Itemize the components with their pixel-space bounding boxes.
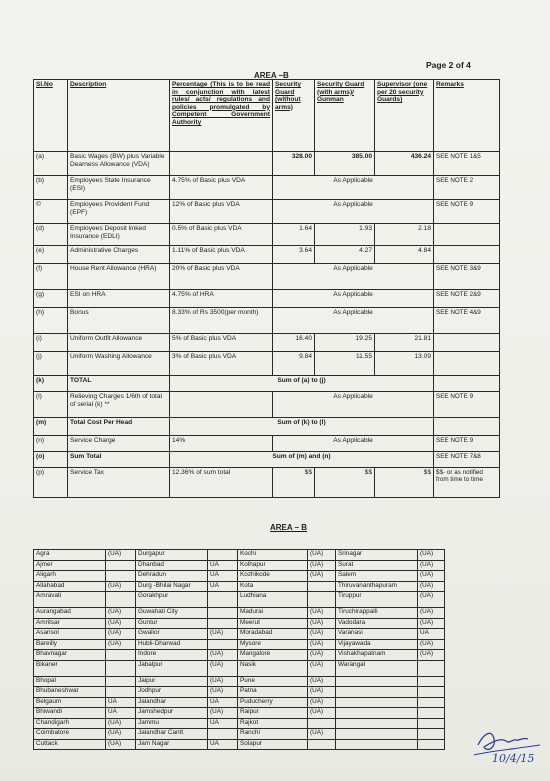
cell-guard-without-arms: $$ (273, 468, 315, 498)
cell-description: TOTAL (68, 376, 170, 392)
cell-ua-flag (418, 687, 445, 698)
cell-ua-flag: (UA) (208, 687, 238, 698)
cell-as-applicable: As Applicable (273, 392, 434, 418)
cell-ua-flag: (UA) (308, 729, 336, 740)
area-title-top: AREA –B (254, 71, 289, 80)
cell-ua-flag: UA (418, 629, 445, 640)
cell-city: Cuttack (34, 739, 106, 750)
cell-remarks (434, 418, 500, 436)
city-row (34, 550, 445, 561)
cell-city: Aligarh (34, 571, 106, 582)
cell-slno: (o) (34, 452, 68, 468)
cell-city: Ajmer (34, 560, 106, 571)
cell-description: ESI on HRA (68, 290, 170, 308)
city-row (34, 618, 445, 629)
cell-ua-flag: (UA) (308, 618, 336, 629)
cell-slno: © (34, 200, 68, 224)
cell-city: Aurangabad (34, 608, 106, 619)
cities-table (33, 549, 445, 750)
cell-city: Thiruvananthapuram (336, 581, 418, 592)
cell-ua-flag: (UA) (106, 608, 136, 619)
cell-supervisor: 2.18 (375, 224, 434, 246)
cell-ua-flag: (UA) (308, 629, 336, 640)
table-row (34, 152, 500, 176)
cell-ua-flag: UA (106, 697, 136, 708)
cell-city: Rajkot (238, 718, 308, 729)
cell-description: Employees Provident Fund (EPF) (68, 200, 170, 224)
cell-city: Allahabad (34, 581, 106, 592)
handwritten-signature (470, 715, 550, 765)
cell-ua-flag (208, 592, 238, 608)
cell-ua-flag: (UA) (308, 550, 336, 561)
cell-ua-flag: (UA) (208, 676, 238, 687)
cell-sum-formula: Sum of (k) to (l) (170, 418, 434, 436)
city-row (34, 739, 445, 750)
cell-ua-flag (106, 660, 136, 676)
cell-city: Jalandhar (136, 697, 208, 708)
cell-description: Administrative Charges (68, 246, 170, 264)
city-row (34, 560, 445, 571)
cell-city: Durgapur (136, 550, 208, 561)
cell-city (336, 739, 418, 750)
cell-city: Dehradun (136, 571, 208, 582)
cell-ua-flag: (UA) (208, 650, 238, 661)
cell-city: Vishakhapatnam (336, 650, 418, 661)
table-row (34, 436, 500, 452)
cell-city: Jam Nagar (136, 739, 208, 750)
cell-city: Ranchi (238, 729, 308, 740)
cell-ua-flag: (UA) (308, 571, 336, 582)
cell-ua-flag: (UA) (106, 718, 136, 729)
cell-ua-flag: UA (106, 708, 136, 719)
cell-ua-flag: UA (208, 697, 238, 708)
city-row (34, 697, 445, 708)
cell-remarks: $$- or as notified from time to time (434, 468, 500, 498)
cell-city: Durg -Bhilai Nagar (136, 581, 208, 592)
cell-percentage (170, 392, 273, 418)
cell-city: Bhiwandi (34, 708, 106, 719)
cell-remarks: SEE NOTE 9 (434, 200, 500, 224)
wage-table-header (34, 80, 500, 152)
cell-slno: (a) (34, 152, 68, 176)
cell-guard-with-arms: $$ (315, 468, 375, 498)
cell-sum-formula: Sum of (a) to (j) (170, 376, 434, 392)
cell-slno: (k) (34, 376, 68, 392)
cell-as-applicable: As Applicable (273, 308, 434, 334)
cell-ua-flag: (UA) (418, 550, 445, 561)
cell-ua-flag: (UA) (106, 729, 136, 740)
cell-description: Service Tax (68, 468, 170, 498)
cell-ua-flag: UA (208, 739, 238, 750)
cell-remarks: SEE NOTE 3&9 (434, 264, 500, 290)
cell-description: Relieving Charges 1/6th of total of serial (k) ** (68, 392, 170, 418)
cell-percentage: 4.75% of HRA (170, 290, 273, 308)
table-row (34, 392, 500, 418)
cell-ua-flag: (UA) (208, 708, 238, 719)
cell-remarks: SEE NOTE 2&9 (434, 290, 500, 308)
cell-city: Srinagar (336, 550, 418, 561)
cell-ua-flag (308, 592, 336, 608)
cell-city: Jamshedpur (136, 708, 208, 719)
cell-city: Ludhiana (238, 592, 308, 608)
cell-city: Bhubaneshwar (34, 687, 106, 698)
city-row (34, 687, 445, 698)
cell-city: Belgaum (34, 697, 106, 708)
cell-ua-flag: (UA) (308, 708, 336, 719)
cell-city (336, 718, 418, 729)
cell-ua-flag: (UA) (308, 676, 336, 687)
cell-slno: (j) (34, 352, 68, 376)
cell-ua-flag (106, 560, 136, 571)
col-header-remarks: Remarks (434, 80, 500, 152)
cell-ua-flag: (UA) (106, 550, 136, 561)
cell-city: Hubli-Dharwad (136, 639, 208, 650)
cell-remarks (434, 334, 500, 352)
cell-city: Bikaner (34, 660, 106, 676)
col-header-percentage: Percentage (This is to be read in conjunction with latest rules/ acts/ regulations and policies promulgated by Competent Government Authority (170, 80, 273, 152)
cell-percentage: 12.36% of sum total (170, 468, 273, 498)
cell-city: Pune (238, 676, 308, 687)
cell-ua-flag (106, 571, 136, 582)
cell-guard-with-arms: 1.93 (315, 224, 375, 246)
cell-remarks (434, 376, 500, 392)
cell-city: Mangalore (238, 650, 308, 661)
cell-ua-flag: (UA) (308, 697, 336, 708)
cell-ua-flag: (UA) (418, 560, 445, 571)
cell-percentage: 14% (170, 436, 273, 452)
cell-description: Uniform Washing Allowance (68, 352, 170, 376)
cell-as-applicable: As Applicable (273, 264, 434, 290)
cell-guard-with-arms: 19.25 (315, 334, 375, 352)
cell-supervisor: 21.81 (375, 334, 434, 352)
city-row (34, 571, 445, 582)
cell-percentage: 1.11% of Basic plus VDA (170, 246, 273, 264)
cell-ua-flag: UA (208, 718, 238, 729)
cell-percentage (170, 152, 273, 176)
table-row (34, 246, 500, 264)
cell-city (336, 708, 418, 719)
cell-city: Coimbatore (34, 729, 106, 740)
cell-city: Kolhapur (238, 560, 308, 571)
cell-slno: (f) (34, 264, 68, 290)
cell-ua-flag: (UA) (106, 639, 136, 650)
cell-city: Gwalior (136, 629, 208, 640)
cell-guard-without-arms: 3.64 (273, 246, 315, 264)
cell-city: Jaipur (136, 676, 208, 687)
cell-ua-flag: (UA) (106, 618, 136, 629)
cell-slno: (i) (34, 334, 68, 352)
cell-as-applicable: As Applicable (273, 290, 434, 308)
cell-ua-flag (106, 687, 136, 698)
cell-city (336, 687, 418, 698)
cell-ua-flag: (UA) (308, 560, 336, 571)
cell-ua-flag: (UA) (418, 571, 445, 582)
city-row (34, 708, 445, 719)
cell-supervisor: 13.09 (375, 352, 434, 376)
cell-ua-flag: (UA) (418, 639, 445, 650)
col-header-guard-with-arms: Security Guard (with arms)/ Gunman (315, 80, 375, 152)
cell-remarks (434, 246, 500, 264)
cell-ua-flag (418, 739, 445, 750)
cell-description: Employees Deposit linked Insurance (EDLI) (68, 224, 170, 246)
cell-remarks (434, 224, 500, 246)
cell-slno: (p) (34, 468, 68, 498)
cell-city: Indore (136, 650, 208, 661)
cell-city: Chandigarh (34, 718, 106, 729)
cell-percentage: 12% of Basic plus VDA (170, 200, 273, 224)
cell-city (336, 697, 418, 708)
cell-ua-flag (106, 592, 136, 608)
cell-city: Raipur (238, 708, 308, 719)
cell-city: Salem (336, 571, 418, 582)
cell-city: Surat (336, 560, 418, 571)
table-row (34, 468, 500, 498)
cell-city: Madurai (238, 608, 308, 619)
cell-supervisor: 436.24 (375, 152, 434, 176)
city-row (34, 676, 445, 687)
cell-remarks: SEE NOTE 9 (434, 392, 500, 418)
cell-guard-with-arms: 385.00 (315, 152, 375, 176)
table-row (34, 308, 500, 334)
area-title-bottom: AREA – B (270, 523, 308, 532)
table-row (34, 376, 500, 392)
cell-description: Basic Wages (BW) plus Variable Dearness Allowance (VDA) (68, 152, 170, 176)
cell-ua-flag: (UA) (418, 581, 445, 592)
cell-city: Kochi (238, 550, 308, 561)
cell-percentage: 20% of Basic plus VDA (170, 264, 273, 290)
cell-ua-flag (418, 729, 445, 740)
table-row (34, 352, 500, 376)
cell-city (336, 676, 418, 687)
svg-text:10/4/15: 10/4/15 (492, 752, 535, 765)
cell-city: Jalandhar Cantt (136, 729, 208, 740)
cell-city: Varanasi (336, 629, 418, 640)
cell-remarks: SEE NOTE 2 (434, 176, 500, 200)
cell-city: Bhavnagar (34, 650, 106, 661)
cell-ua-flag: UA (208, 581, 238, 592)
col-header-supervisor: Supervisor (one per 20 security Guards) (375, 80, 434, 152)
city-row (34, 629, 445, 640)
table-row (34, 224, 500, 246)
cell-city: Vadodara (336, 618, 418, 629)
cell-remarks: SEE NOTE 4&9 (434, 308, 500, 334)
wage-table (33, 79, 500, 498)
cell-city: Bareilly (34, 639, 106, 650)
cell-city: Moradabad (238, 629, 308, 640)
cell-guard-with-arms: 4.27 (315, 246, 375, 264)
cell-city: Tiruchirappalli (336, 608, 418, 619)
cell-guard-without-arms: 1.64 (273, 224, 315, 246)
cell-city: Solapur (238, 739, 308, 750)
cell-city: Jabalpur (136, 660, 208, 676)
city-row (34, 592, 445, 608)
city-row (34, 650, 445, 661)
cell-slno: (m) (34, 418, 68, 436)
cell-city: Patna (238, 687, 308, 698)
cell-slno: (d) (34, 224, 68, 246)
cell-city: Kota (238, 581, 308, 592)
cell-ua-flag: (UA) (106, 581, 136, 592)
cell-city: Puducherry (238, 697, 308, 708)
cell-city: Vijayawada (336, 639, 418, 650)
table-row (34, 176, 500, 200)
city-row (34, 639, 445, 650)
cell-percentage: 4.75% of Basic plus VDA (170, 176, 273, 200)
cell-ua-flag: (UA) (418, 592, 445, 608)
cell-ua-flag (106, 650, 136, 661)
cell-city: Agra (34, 550, 106, 561)
cell-ua-flag (208, 618, 238, 629)
cell-ua-flag: (UA) (208, 660, 238, 676)
cell-ua-flag: (UA) (208, 629, 238, 640)
cell-remarks: SEE NOTE 9 (434, 436, 500, 452)
cell-ua-flag: UA (208, 571, 238, 582)
cell-ua-flag (208, 550, 238, 561)
city-row (34, 581, 445, 592)
cell-city: Amritsar (34, 618, 106, 629)
cell-slno: (l) (34, 392, 68, 418)
table-row (34, 200, 500, 224)
cell-ua-flag: (UA) (418, 608, 445, 619)
cell-city: Meerut (238, 618, 308, 629)
table-row (34, 418, 500, 436)
cell-city: Guntur (136, 618, 208, 629)
cell-ua-flag: (UA) (308, 687, 336, 698)
cell-ua-flag (208, 608, 238, 619)
cell-description: Bonus (68, 308, 170, 334)
cell-as-applicable: As Applicable (273, 176, 434, 200)
cell-city (336, 729, 418, 740)
cell-city: Jodhpur (136, 687, 208, 698)
cell-ua-flag: (UA) (106, 629, 136, 640)
table-row (34, 264, 500, 290)
table-row (34, 334, 500, 352)
cell-ua-flag (106, 676, 136, 687)
cell-ua-flag: UA (208, 560, 238, 571)
cell-supervisor: $$ (375, 468, 434, 498)
cell-ua-flag: (UA) (106, 739, 136, 750)
cell-ua-flag: (UA) (308, 639, 336, 650)
cell-percentage: 0.5% of Basic plus VDA (170, 224, 273, 246)
cell-description: Sum Total (68, 452, 170, 468)
cell-city: Bhopal (34, 676, 106, 687)
cell-city: Asansol (34, 629, 106, 640)
cell-as-applicable: As Applicable (273, 200, 434, 224)
cell-description: Total Cost Per Head (68, 418, 170, 436)
city-row (34, 718, 445, 729)
cell-guard-without-arms: 16.40 (273, 334, 315, 352)
cell-slno: (g) (34, 290, 68, 308)
cell-guard-without-arms: 9.84 (273, 352, 315, 376)
table-row (34, 290, 500, 308)
cell-description: Uniform Outfit Allowance (68, 334, 170, 352)
cell-city: Jammu (136, 718, 208, 729)
col-header-slno: Sl.No (34, 80, 68, 152)
page-number: Page 2 of 4 (426, 60, 471, 70)
cell-city: Dhanbad (136, 560, 208, 571)
cell-supervisor: 4.84 (375, 246, 434, 264)
cell-city: Kozhikode (238, 571, 308, 582)
cell-ua-flag: (UA) (308, 660, 336, 676)
cell-ua-flag (308, 718, 336, 729)
cell-guard-without-arms: 328.00 (273, 152, 315, 176)
col-header-description: Description (68, 80, 170, 152)
cell-ua-flag (308, 581, 336, 592)
cell-percentage: 8.33% of Rs 3500(per month) (170, 308, 273, 334)
cell-city: Nasik (238, 660, 308, 676)
cell-ua-flag: (UA) (308, 650, 336, 661)
cell-ua-flag (418, 718, 445, 729)
cell-slno: (e) (34, 246, 68, 264)
cell-percentage: 3% of Basic plus VDA (170, 352, 273, 376)
cell-sum-formula: Sum of (m) and (n) (170, 452, 434, 468)
cell-description: House Rent Allowance (HRA) (68, 264, 170, 290)
city-row (34, 608, 445, 619)
cell-description: Employees State Insurance (ESI) (68, 176, 170, 200)
cell-ua-flag (418, 660, 445, 676)
cell-city: Warangal (336, 660, 418, 676)
cell-ua-flag: (UA) (308, 608, 336, 619)
cell-slno: (h) (34, 308, 68, 334)
col-header-guard-without-arms: Security Guard (without arms) (273, 80, 315, 152)
cell-description: Service Charge (68, 436, 170, 452)
cell-as-applicable: As Applicable (273, 436, 434, 452)
cell-city: Amravati (34, 592, 106, 608)
cell-percentage: 5% of Basic plus VDA (170, 334, 273, 352)
table-row (34, 452, 500, 468)
cell-guard-with-arms: 11.55 (315, 352, 375, 376)
cell-ua-flag (418, 708, 445, 719)
cell-ua-flag (208, 729, 238, 740)
cell-ua-flag (418, 676, 445, 687)
cell-slno: (b) (34, 176, 68, 200)
cell-ua-flag: (UA) (418, 650, 445, 661)
cell-city: Mysore (238, 639, 308, 650)
cell-remarks: SEE NOTE 7&8 (434, 452, 500, 468)
city-row (34, 660, 445, 676)
cell-ua-flag (418, 697, 445, 708)
cell-ua-flag: (UA) (418, 618, 445, 629)
cell-ua-flag (208, 639, 238, 650)
cell-remarks: SEE NOTE 1&5 (434, 152, 500, 176)
cell-city: Guwahati City (136, 608, 208, 619)
cell-remarks (434, 352, 500, 376)
cell-city: Gorakhpur (136, 592, 208, 608)
cell-slno: (n) (34, 436, 68, 452)
city-row (34, 729, 445, 740)
cell-city: Tiruppur (336, 592, 418, 608)
cell-ua-flag (308, 739, 336, 750)
